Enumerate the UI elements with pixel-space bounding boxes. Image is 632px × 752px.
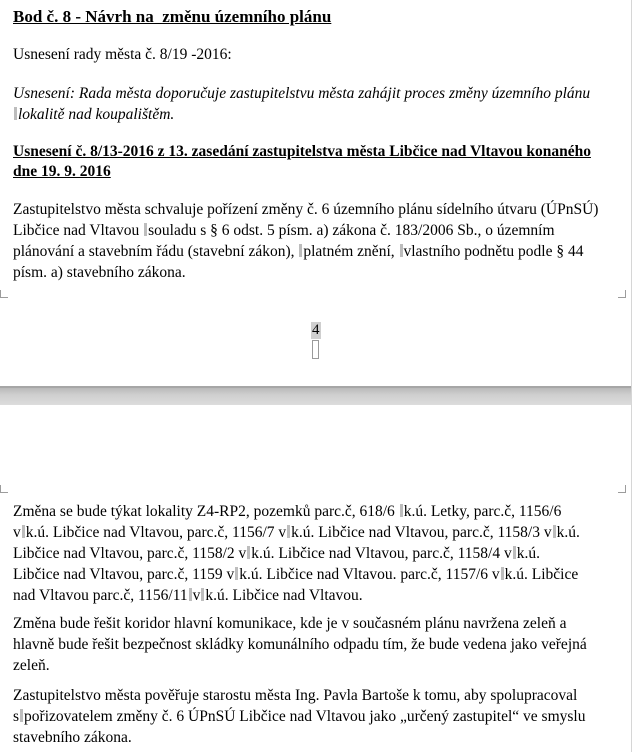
formatting-mark <box>144 223 147 236</box>
formatting-mark <box>400 504 403 517</box>
assembly-resolution-heading-line-1: Usnesení č. 8/13-2016 z 13. zasedání zastupitelstva města Libčice nad Vltavou konaného <box>13 143 591 160</box>
page-margin-corner-mark <box>618 290 626 298</box>
council-resolution-reference: Usnesení rady města č. 8/19 -2016: <box>13 46 232 63</box>
mandate-line-2: s pořizovatelem změny č. 6 ÚPnSÚ Libčice nad Vltavou jako „určený zastupitel“ ve smyslu <box>13 708 586 725</box>
council-resolution-text-line-1: Usnesení: Rada města doporučuje zastupitelstvu města zahájit proces změny územního plánu <box>13 85 591 102</box>
formatting-mark <box>189 588 192 601</box>
agenda-item-heading: Bod č. 8 - Návrh na změnu územního plánu <box>13 7 332 26</box>
decision-line-2: Libčice nad Vltavou souladu s § 6 odst. 5 písm. a) zákona č. 183/2006 Sb., o územním <box>13 222 555 239</box>
formatting-mark <box>247 546 250 559</box>
formatting-mark <box>14 107 17 120</box>
corridor-line-1: Změna bude řešit koridor hlavní komunikace, kde je v současném plánu navržena zeleň a <box>13 615 567 632</box>
page-margin-corner-mark <box>0 485 8 493</box>
page-number: 4 <box>312 322 320 338</box>
page-margin-corner-mark <box>0 290 8 298</box>
parcels-line-5: nad Vltavou parc.č, 1156/11 v k.ú. Libčice nad Vltavou. <box>13 587 363 604</box>
formatting-mark <box>201 588 204 601</box>
decision-line-4: písm. a) stavebního zákona. <box>13 264 186 281</box>
formatting-mark <box>400 244 403 257</box>
mandate-line-3: stavebního zákona. <box>13 729 132 746</box>
parcels-line-1: Změna se bude týkat lokality Z4-RP2, pozemků parc.č, 618/6 k.ú. Letky, parc.č, 1156/6 <box>13 503 562 520</box>
formatting-mark <box>287 525 290 538</box>
decision-line-3: plánování a stavebním řádu (stavební zákon), platném znění, vlastního podnětu podle § 44 <box>13 243 584 260</box>
formatting-mark <box>501 567 504 580</box>
page-margin-corner-mark <box>618 485 626 493</box>
council-resolution-text-line-2: lokalitě nad koupalištěm. <box>13 104 618 125</box>
page-break-separator <box>0 388 632 405</box>
mandate-line-1: Zastupitelstvo města pověřuje starostu města Ing. Pavla Bartoše k tomu, aby spolupracoval <box>13 687 578 704</box>
decision-line-1: Zastupitelstvo města schvaluje pořízení změny č. 6 územního plánu sídelního útvaru (ÚPnSÚ) <box>13 201 599 218</box>
parcels-line-2: v k.ú. Libčice nad Vltavou, parc.č, 1156/7 v k.ú. Libčice nad Vltavou, parc.č, 1158/3 v k.ú. <box>13 524 580 541</box>
parcels-line-4: Libčice nad Vltavou, parc.č, 1159 v k.ú. Libčice nad Vltavou. parc.č, 1157/6 v k.ú. Libčice <box>13 566 579 583</box>
formatting-mark <box>235 567 238 580</box>
formatting-mark <box>299 244 302 257</box>
parcels-line-3: Libčice nad Vltavou, parc.č, 1158/2 v k.ú. Libčice nad Vltavou, parc.č, 1158/4 v k.ú. <box>13 545 540 562</box>
corridor-line-2: hlavně bude řešit bezpečnost skládky komunálního odpadu tím, že bude vedena jako veřejná <box>13 636 587 653</box>
formatting-mark <box>513 546 516 559</box>
formatting-mark <box>553 525 556 538</box>
assembly-resolution-heading-line-2: dne 19. 9. 2016 <box>13 163 111 180</box>
document-page-2 <box>0 405 632 752</box>
formatting-mark <box>22 525 25 538</box>
text-cursor-placeholder <box>312 340 319 359</box>
formatting-mark <box>20 709 23 722</box>
corridor-line-3: zeleň. <box>13 657 50 674</box>
